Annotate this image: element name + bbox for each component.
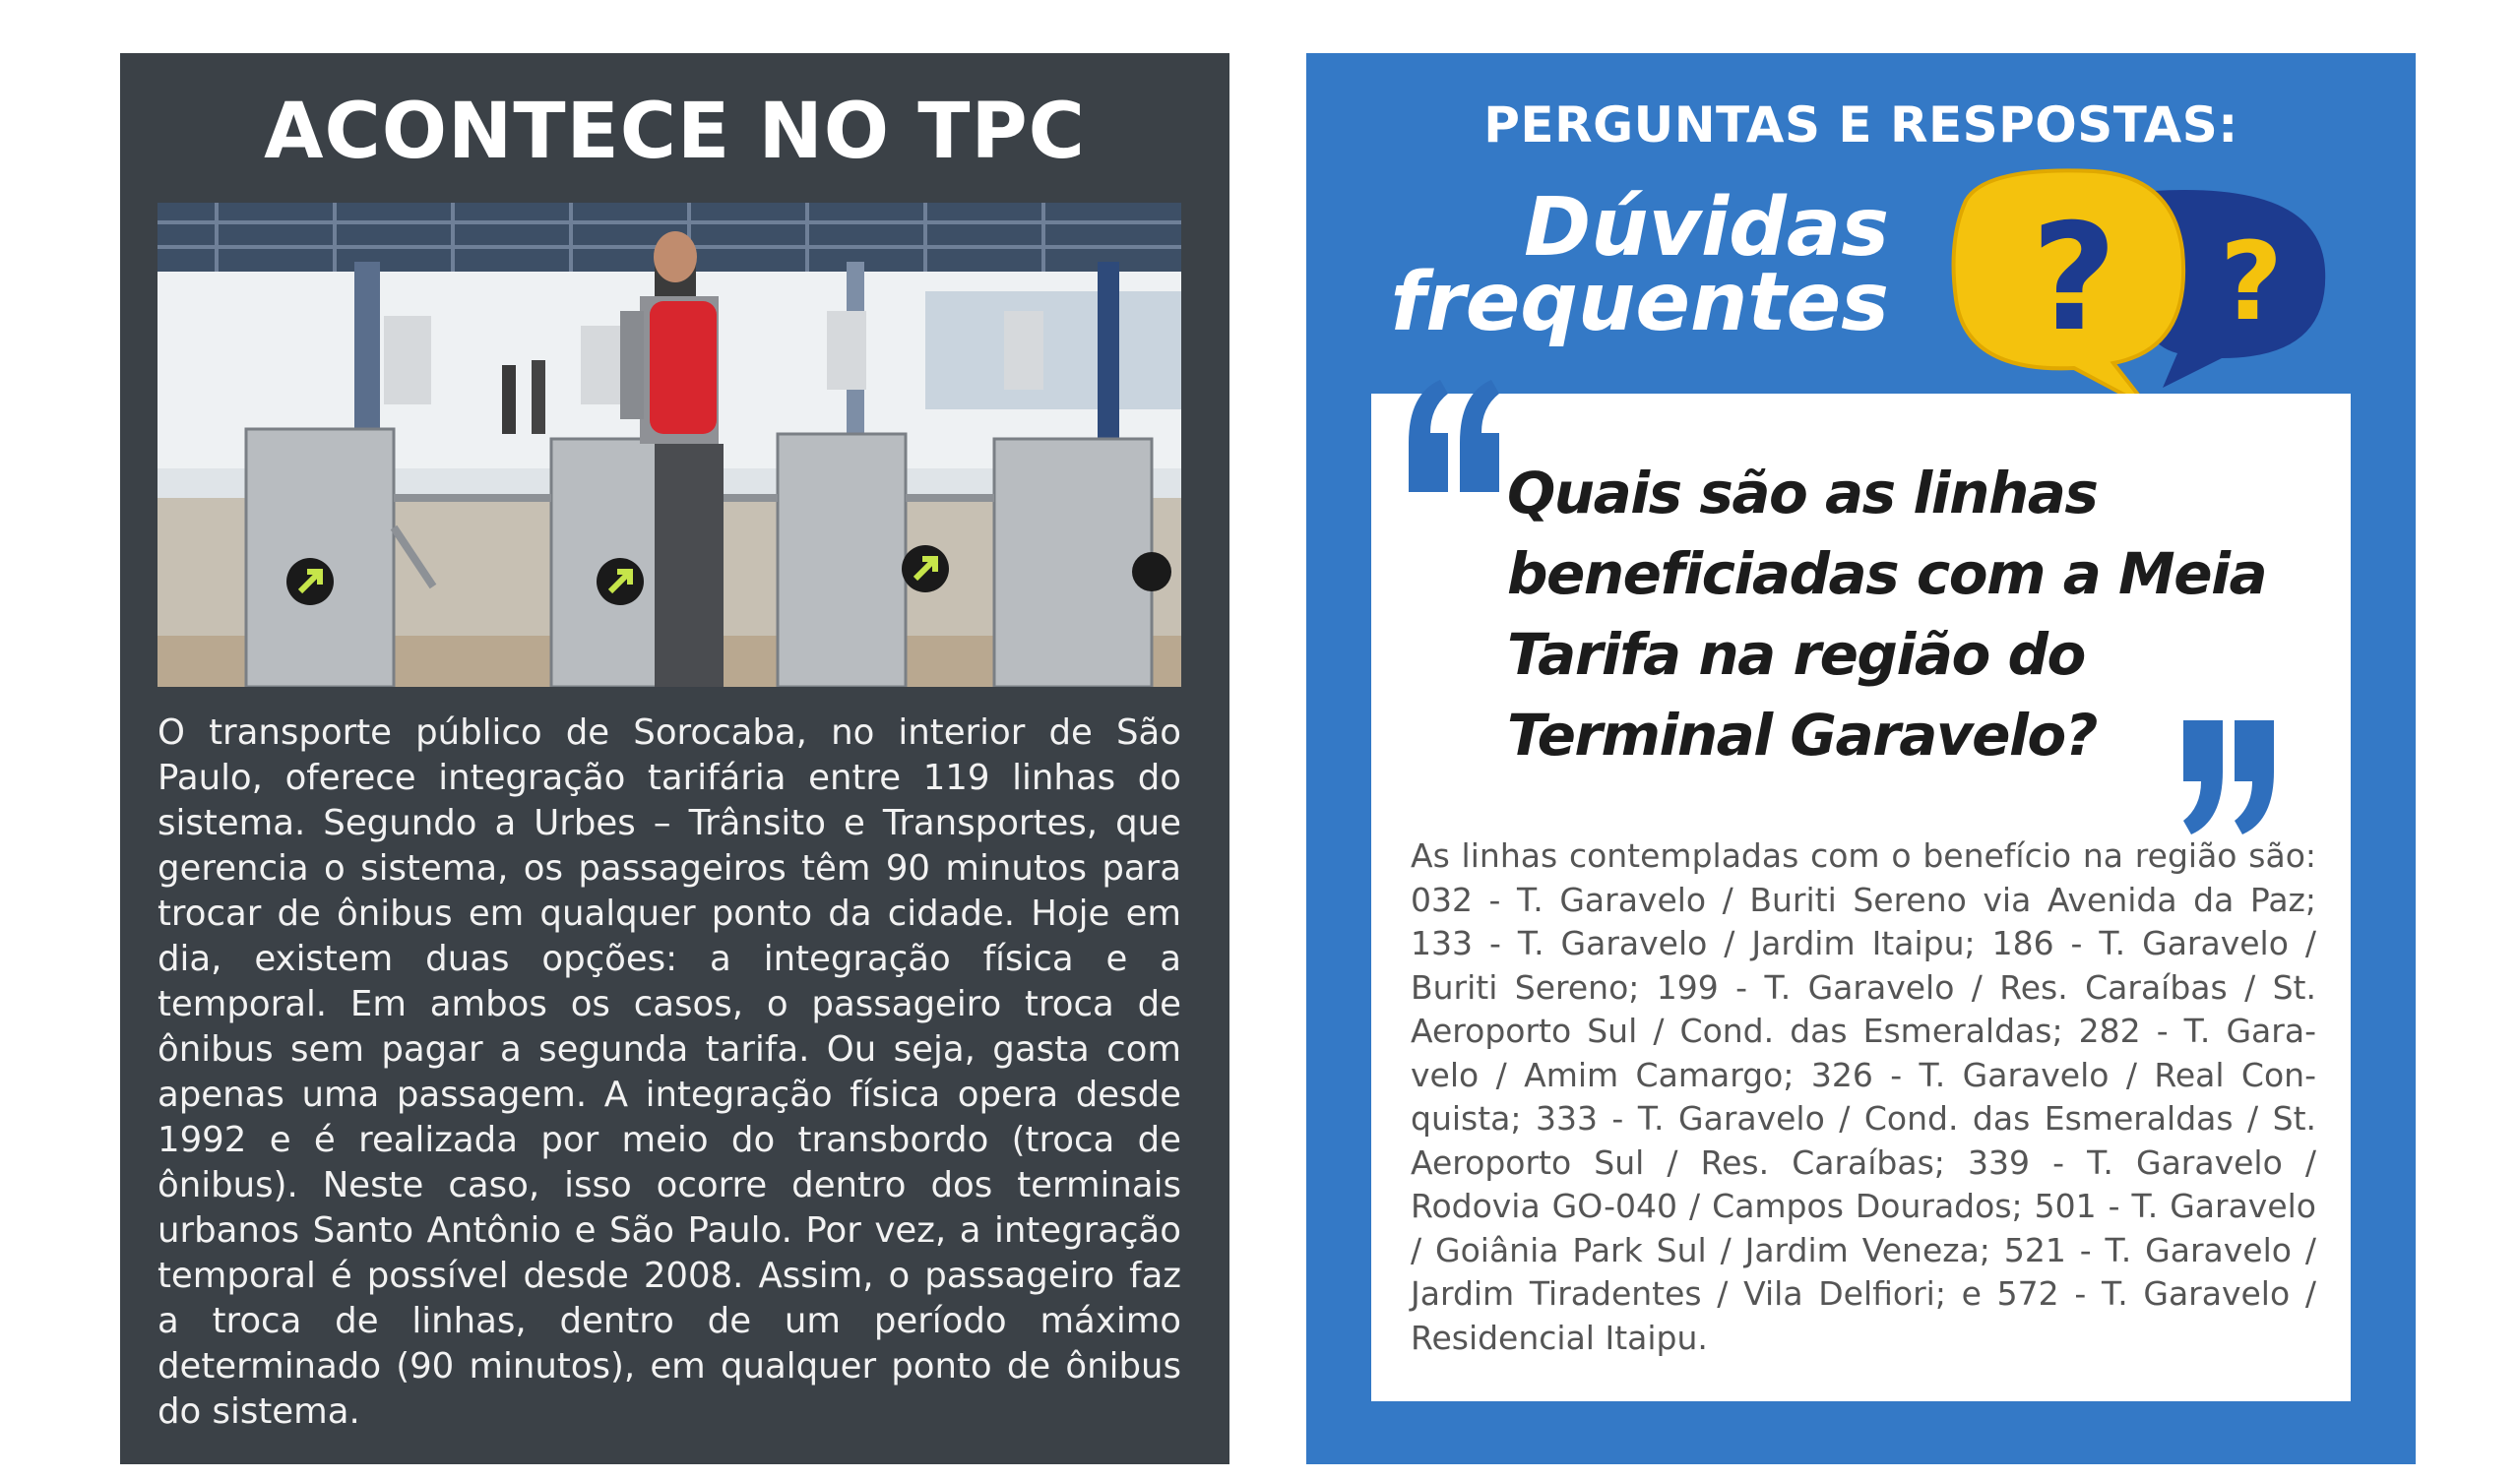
faq-answer: As linhas contempladas com o benefício na região são: 032 - T. Garavelo / Buriti Sereno via Avenida da Paz; 133 - T. Garavelo / Jardim Itaipu; 186 - T. Garavelo / Buriti Sereno; 199 - T. Garavelo / Res. Caraíbas / St. Aeroporto Sul / Cond. das Esmeraldas; 282 - T. Garavelo / Amim Camargo; 326 - T. Garavelo / Real Conquista; 333 - T. Garavelo / Cond. das Esmeraldas / St. Aeroporto Sul / Res. Caraíbas; 339 - T. Garavelo / Rodovia GO-040 / Campos Dourados; 501 - T. Garavelo / Goiânia Park Sul / Jardim Veneza; 521 - T. Garavelo / Jardim Tiradentes / Vila Delfiori; e 572 - T. Garavelo / Residencial Itaipu. — [1411, 836, 2316, 1357]
bubble-question-mark-1: ? — [2031, 193, 2117, 364]
faq-title-line2: frequentes — [1390, 256, 1889, 349]
left-panel — [120, 53, 1229, 1464]
left-panel-body: O transporte público de Sorocaba, no interior de São Paulo, oferece integração tarifária entre 119 linhas do sistema. Segundo a Urbes – Trânsito e Transportes, que gerencia o sistema, os passageiros têm 90 minutos para trocar de ônibus em qualquer ponto da cidade. Hoje em dia, existem duas opções: a integração física e a temporal. Em ambos os casos, o passageiro troca de ônibus sem pagar a segunda tarifa. Ou seja, gasta com apenas uma passagem. A integração física opera desde 1992 e é realizada por meio do transbordo (troca de ônibus). Neste caso, isso ocorre dentro dos terminais urbanos Santo Antônio e São Paulo. Por vez, a integração temporal é possível desde 2008. Assim, o passageiro faz a troca de linhas, dentro de um período máximo determinado (90 minutos), em qualquer ponto de ônibus do sistema. — [158, 712, 1181, 1432]
bubble-question-mark-2: ? — [2220, 218, 2283, 344]
close-quote-icon — [2174, 712, 2282, 840]
faq-title-line1: Dúvidas — [1524, 181, 1889, 275]
faq-title — [1390, 181, 1889, 349]
turnstile-photo — [158, 203, 1181, 687]
faq-question: Quais são as linhas beneficiadas com a Meia Tarifa na região do Terminal Garavelo? — [1507, 460, 2267, 769]
left-panel-title: ACONTECE NO TPC — [264, 88, 1086, 176]
open-quote-icon — [1401, 374, 1509, 502]
faq-card — [1371, 394, 2351, 1401]
right-panel — [1306, 53, 2416, 1464]
qa-heading: PERGUNTAS E RESPOSTAS: — [1483, 96, 2238, 154]
